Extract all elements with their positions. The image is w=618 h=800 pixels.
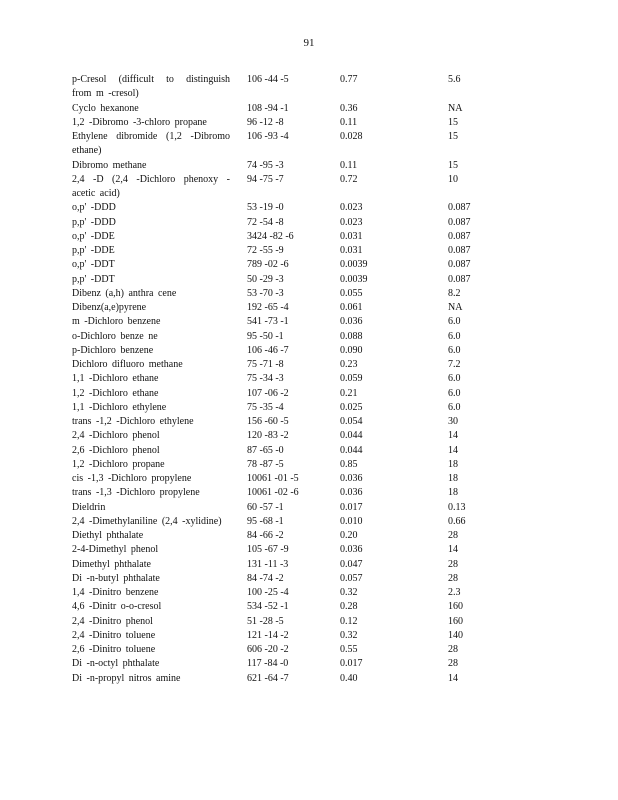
chemical-name: 1,1 -Dichloro ethane <box>72 373 159 385</box>
cas-number: 75 -71 -8 <box>247 359 284 370</box>
table-row <box>72 358 492 372</box>
cas-number: 50 -29 -3 <box>247 273 284 285</box>
cas-number: 117 -84 -0 <box>247 658 289 670</box>
value-column-2: 6.0 <box>448 387 461 399</box>
value-column-2: 15 <box>448 116 458 128</box>
table-row <box>72 244 492 258</box>
cas-number: 60 -57 -1 <box>247 501 284 513</box>
value-column-1: 0.36 <box>340 102 358 114</box>
chemical-name: Di -n-butyl phthalate <box>72 572 160 584</box>
chemical-name: Dimethyl phthalate <box>72 558 151 570</box>
value-column-2: 28 <box>448 658 458 670</box>
value-column-2: 5.6 <box>448 74 461 85</box>
value-column-1: 0.031 <box>340 230 363 242</box>
value-column-1: 0.017 <box>340 501 363 513</box>
value-column-2: 0.087 <box>448 202 471 214</box>
chemical-name: 4,6 -Dinitr o-o-cresol <box>72 601 162 613</box>
table-row <box>72 458 492 472</box>
cas-number: 51 -28 -5 <box>247 615 284 627</box>
cas-number: 53 -19 -0 <box>247 202 284 214</box>
value-column-2: 30 <box>448 416 458 427</box>
cas-number: 106 -93 -4 <box>247 131 289 142</box>
cas-number: 95 -68 -1 <box>247 515 284 527</box>
table-row <box>72 415 492 429</box>
cas-number: 106 -46 -7 <box>247 344 289 356</box>
value-column-1: 0.061 <box>340 302 363 313</box>
value-column-1: 0.031 <box>340 245 363 256</box>
chemical-name: 1,4 -Dinitro benzene <box>72 587 159 598</box>
cas-number: 10061 -02 -6 <box>247 487 299 499</box>
table-row <box>72 643 492 657</box>
value-column-2: 10 <box>448 173 458 185</box>
value-column-1: 0.047 <box>340 558 363 570</box>
value-column-1: 0.0039 <box>340 259 368 271</box>
chemical-name: Dieldrin <box>72 501 106 513</box>
chemical-name: p-Cresol (difficult to distinguish from m -cresol) <box>72 74 230 100</box>
table-row <box>72 657 492 671</box>
table-row <box>72 130 492 159</box>
cas-number: 75 -34 -3 <box>247 373 284 385</box>
value-column-2: 14 <box>448 430 458 442</box>
chemical-name: 2,4 -Dichloro phenol <box>72 430 160 442</box>
table-row <box>72 501 492 515</box>
value-column-1: 0.028 <box>340 131 363 142</box>
chemical-name: 1,2 -Dichloro propane <box>72 458 165 470</box>
value-column-1: 0.044 <box>340 444 363 456</box>
chemical-name: Di -n-propyl nitros amine <box>72 672 181 684</box>
value-column-2: 6.0 <box>448 344 461 356</box>
cas-number: 75 -35 -4 <box>247 401 284 413</box>
chemical-name: Dibenz(a,e)pyrene <box>72 302 147 313</box>
chemical-name: Dibenz (a,h) anthra cene <box>72 287 177 299</box>
chemical-name: 1,1 -Dichloro ethylene <box>72 401 167 413</box>
value-column-2: 28 <box>448 558 458 570</box>
chemical-name: o,p' -DDE <box>72 230 115 242</box>
table-row <box>72 273 492 287</box>
cas-number: 53 -70 -3 <box>247 287 284 299</box>
cas-number: 100 -25 -4 <box>247 587 289 598</box>
value-column-1: 0.036 <box>340 487 363 499</box>
chemical-name: 2,4 -Dinitro toluene <box>72 629 156 641</box>
cas-number: 84 -66 -2 <box>247 530 284 541</box>
table-row <box>72 543 492 557</box>
chemical-name: m -Dichloro benzene <box>72 316 161 328</box>
chemical-name: p,p' -DDE <box>72 245 115 256</box>
cas-number: 78 -87 -5 <box>247 458 284 470</box>
value-column-1: 0.023 <box>340 202 363 214</box>
table-row <box>72 159 492 173</box>
value-column-2: 0.66 <box>448 515 466 527</box>
value-column-2: 140 <box>448 629 463 641</box>
chemical-name: 2,4 -Dinitro phenol <box>72 615 153 627</box>
value-column-1: 0.059 <box>340 373 363 385</box>
value-column-1: 0.11 <box>340 159 358 171</box>
table-row <box>72 401 492 415</box>
chemical-name: 2,6 -Dinitro toluene <box>72 644 156 655</box>
value-column-1: 0.054 <box>340 416 363 427</box>
value-column-2: 15 <box>448 159 458 171</box>
table-row <box>72 73 492 102</box>
value-column-1: 0.0039 <box>340 273 368 285</box>
chemical-name: 2,4 -Dimethylaniline (2,4 -xylidine) <box>72 515 222 527</box>
chemical-name: o,p' -DDT <box>72 259 115 271</box>
chemical-table <box>72 73 492 686</box>
value-column-2: 14 <box>448 672 458 684</box>
cas-number: 156 -60 -5 <box>247 416 289 427</box>
chemical-name: trans -1,3 -Dichloro propylene <box>72 487 200 499</box>
cas-number: 95 -50 -1 <box>247 330 284 342</box>
chemical-name: 2-4-Dimethyl phenol <box>72 544 159 556</box>
table-row <box>72 315 492 329</box>
cas-number: 541 -73 -1 <box>247 316 289 328</box>
value-column-1: 0.11 <box>340 116 358 128</box>
value-column-2: 0.087 <box>448 259 471 271</box>
table-row <box>72 301 492 315</box>
value-column-2: 28 <box>448 530 458 541</box>
table-row <box>72 230 492 244</box>
value-column-2: 18 <box>448 473 458 484</box>
table-row <box>72 429 492 443</box>
value-column-1: 0.023 <box>340 216 363 228</box>
cas-number: 105 -67 -9 <box>247 544 289 556</box>
table-row <box>72 387 492 401</box>
chemical-name: 2,4 -D (2,4 -Dichloro phenoxy -acetic acid) <box>72 173 230 199</box>
value-column-2: 6.0 <box>448 373 461 385</box>
table-row <box>72 344 492 358</box>
value-column-2: 8.2 <box>448 287 461 299</box>
value-column-1: 0.12 <box>340 615 358 627</box>
value-column-2: 18 <box>448 458 458 470</box>
value-column-1: 0.057 <box>340 572 363 584</box>
cas-number: 107 -06 -2 <box>247 387 289 399</box>
table-row <box>72 672 492 686</box>
table-row <box>72 472 492 486</box>
value-column-2: 0.087 <box>448 216 471 228</box>
chemical-name: p-Dichloro benzene <box>72 344 154 356</box>
table-row <box>72 600 492 614</box>
value-column-1: 0.20 <box>340 530 358 541</box>
value-column-2: 28 <box>448 644 458 655</box>
value-column-1: 0.21 <box>340 387 358 399</box>
value-column-2: 6.0 <box>448 401 461 413</box>
value-column-1: 0.85 <box>340 458 358 470</box>
cas-number: 3424 -82 -6 <box>247 230 294 242</box>
value-column-1: 0.010 <box>340 515 363 527</box>
cas-number: 534 -52 -1 <box>247 601 289 613</box>
value-column-1: 0.77 <box>340 74 358 85</box>
chemical-name: Cyclo hexanone <box>72 102 139 114</box>
cas-number: 94 -75 -7 <box>247 173 284 185</box>
chemical-name: 1,2 -Dibromo -3-chloro propane <box>72 116 207 128</box>
value-column-2: 6.0 <box>448 316 461 328</box>
cas-number: 121 -14 -2 <box>247 629 289 641</box>
cas-number: 72 -55 -9 <box>247 245 284 256</box>
value-column-2: 2.3 <box>448 587 461 598</box>
chemical-name: Diethyl phthalate <box>72 530 144 541</box>
value-column-2: 160 <box>448 615 463 627</box>
table-row <box>72 629 492 643</box>
value-column-1: 0.090 <box>340 344 363 356</box>
cas-number: 10061 -01 -5 <box>247 473 299 484</box>
table-row <box>72 216 492 230</box>
chemical-name: p,p' -DDD <box>72 216 116 228</box>
chemical-name: Di -n-octyl phthalate <box>72 658 160 670</box>
table-row <box>72 330 492 344</box>
chemical-name: p,p' -DDT <box>72 273 115 285</box>
table-row <box>72 515 492 529</box>
value-column-2: 6.0 <box>448 330 461 342</box>
chemical-name: Dibromo methane <box>72 159 147 171</box>
table-row <box>72 173 492 202</box>
table-row <box>72 558 492 572</box>
cas-number: 74 -95 -3 <box>247 159 284 171</box>
value-column-1: 0.40 <box>340 672 358 684</box>
table-row <box>72 572 492 586</box>
value-column-2: 7.2 <box>448 359 461 370</box>
chemical-name: trans -1,2 -Dichloro ethylene <box>72 416 194 427</box>
value-column-1: 0.28 <box>340 601 358 613</box>
value-column-2: 0.087 <box>448 245 471 256</box>
value-column-1: 0.32 <box>340 629 358 641</box>
cas-number: 192 -65 -4 <box>247 302 289 313</box>
table-row <box>72 201 492 215</box>
cas-number: 108 -94 -1 <box>247 102 289 114</box>
cas-number: 72 -54 -8 <box>247 216 284 228</box>
value-column-2: 0.13 <box>448 501 466 513</box>
cas-number: 120 -83 -2 <box>247 430 289 442</box>
value-column-1: 0.044 <box>340 430 363 442</box>
cas-number: 131 -11 -3 <box>247 558 289 570</box>
table-row <box>72 444 492 458</box>
table-row <box>72 529 492 543</box>
value-column-1: 0.017 <box>340 658 363 670</box>
cas-number: 84 -74 -2 <box>247 572 284 584</box>
chemical-name: o,p' -DDD <box>72 202 116 214</box>
value-column-2: NA <box>448 102 463 114</box>
value-column-2: 14 <box>448 444 458 456</box>
chemical-name: 2,6 -Dichloro phenol <box>72 444 160 456</box>
value-column-2: 14 <box>448 544 458 556</box>
cas-number: 621 -64 -7 <box>247 672 289 684</box>
table-row <box>72 116 492 130</box>
chemical-name: Dichloro difluoro methane <box>72 359 183 370</box>
table-row <box>72 287 492 301</box>
cas-number: 96 -12 -8 <box>247 116 284 128</box>
cas-number: 789 -02 -6 <box>247 259 289 271</box>
cas-number: 606 -20 -2 <box>247 644 289 655</box>
table-row <box>72 372 492 386</box>
value-column-1: 0.025 <box>340 401 363 413</box>
table-row <box>72 486 492 500</box>
value-column-2: 28 <box>448 572 458 584</box>
cas-number: 87 -65 -0 <box>247 444 284 456</box>
value-column-2: 160 <box>448 601 463 613</box>
value-column-1: 0.036 <box>340 544 363 556</box>
value-column-2: 15 <box>448 131 458 142</box>
page-number: 91 <box>303 37 315 49</box>
value-column-1: 0.32 <box>340 587 358 598</box>
chemical-name: Ethylene dibromide (1,2 -Dibromo ethane) <box>72 131 230 157</box>
value-column-1: 0.23 <box>340 359 358 370</box>
value-column-2: 0.087 <box>448 273 471 285</box>
value-column-1: 0.088 <box>340 330 363 342</box>
table-row <box>72 586 492 600</box>
chemical-name: 1,2 -Dichloro ethane <box>72 387 159 399</box>
value-column-1: 0.55 <box>340 644 358 655</box>
chemical-name: o-Dichloro benze ne <box>72 330 158 342</box>
value-column-1: 0.72 <box>340 173 358 185</box>
value-column-2: 0.087 <box>448 230 471 242</box>
table-row <box>72 615 492 629</box>
value-column-2: 18 <box>448 487 458 499</box>
table-row <box>72 258 492 272</box>
value-column-1: 0.036 <box>340 473 363 484</box>
table-row <box>72 102 492 116</box>
value-column-2: NA <box>448 302 463 313</box>
chemical-name: cis -1,3 -Dichloro propylene <box>72 473 192 484</box>
value-column-1: 0.055 <box>340 287 363 299</box>
cas-number: 106 -44 -5 <box>247 74 289 85</box>
value-column-1: 0.036 <box>340 316 363 328</box>
